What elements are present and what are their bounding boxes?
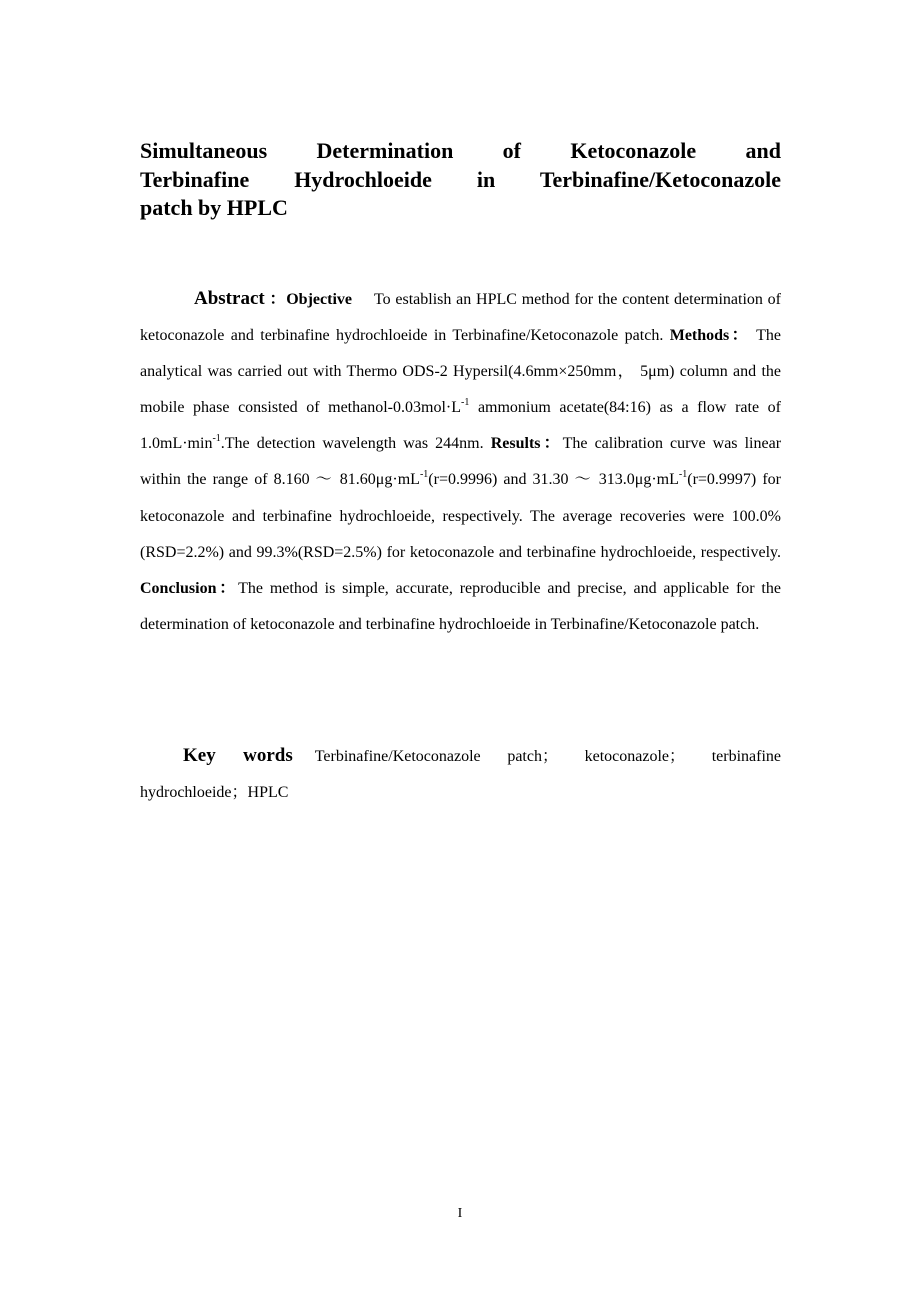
methods-label: Methods： (669, 327, 751, 345)
methods-sup-2: -1 (212, 433, 221, 445)
results-sup-2: -1 (678, 469, 688, 481)
page-number: I (457, 1206, 463, 1221)
abstract-heading: Abstract (194, 288, 265, 309)
title-line-2: Terbinafine Hydrochloeide in Terbinafine/Ketoconazole (140, 166, 781, 192)
objective-text: To establish an HPLC method for the content determination of ketoconazole and terbinafine hydrochloeide in Terbinafine/Ketoconazole patch. (140, 291, 781, 345)
paper-title (140, 137, 781, 223)
methods-sup-1: -1 (461, 396, 470, 408)
results-sup-1: -1 (419, 469, 429, 481)
results-text-1: The calibration curve was linear within the range of 8.160 ～ 81.60μg·mL (140, 435, 782, 489)
results-text-2: (r=0.9996) and 31.30 ～ 313.0μg·mL (428, 471, 679, 489)
abstract-heading-separator: ： (269, 291, 287, 308)
methods-text-1: The analytical was carried out with Thermo ODS-2 Hypersil(4.6mm×250mm， 5μm) column and the mobile phase consisted of methanol-0.03mol·L (140, 327, 782, 417)
results-text-3: (r=0.9997) for ketoconazole and terbinafine hydrochloeide, respectively. The average recoveries were 100.0%(RSD=2.2%) and 99.3%(RSD=2.5%) for ketoconazole and terbinafine hydrochloeide, respectively. (140, 471, 781, 561)
keywords-text: Terbinafine/Ketoconazole patch； ketoconazole； terbinafine hydrochloeide；HPLC (140, 748, 781, 801)
results-label: Results： (490, 435, 563, 453)
title-line-3: patch by HPLC (140, 195, 288, 220)
keywords-paragraph (140, 738, 781, 811)
methods-text-3: .The detection wavelength was 244nm. (220, 435, 484, 453)
keywords-heading: Key words (183, 745, 293, 766)
conclusion-text: The method is simple, accurate, reproducible and precise, and applicable for the determination of ketoconazole and terbinafine hydrochloeide in Terbinafine/Ketoconazole patch. (140, 579, 781, 633)
conclusion-label: Conclusion： (140, 579, 239, 597)
title-line-1: Simultaneous Determination of Ketoconazole and (140, 138, 781, 163)
methods-text-2: ammonium acetate(84:16) as a flow rate of 1.0mL·min (140, 399, 781, 453)
abstract-paragraph (140, 281, 781, 643)
objective-label: Objective (286, 291, 352, 308)
